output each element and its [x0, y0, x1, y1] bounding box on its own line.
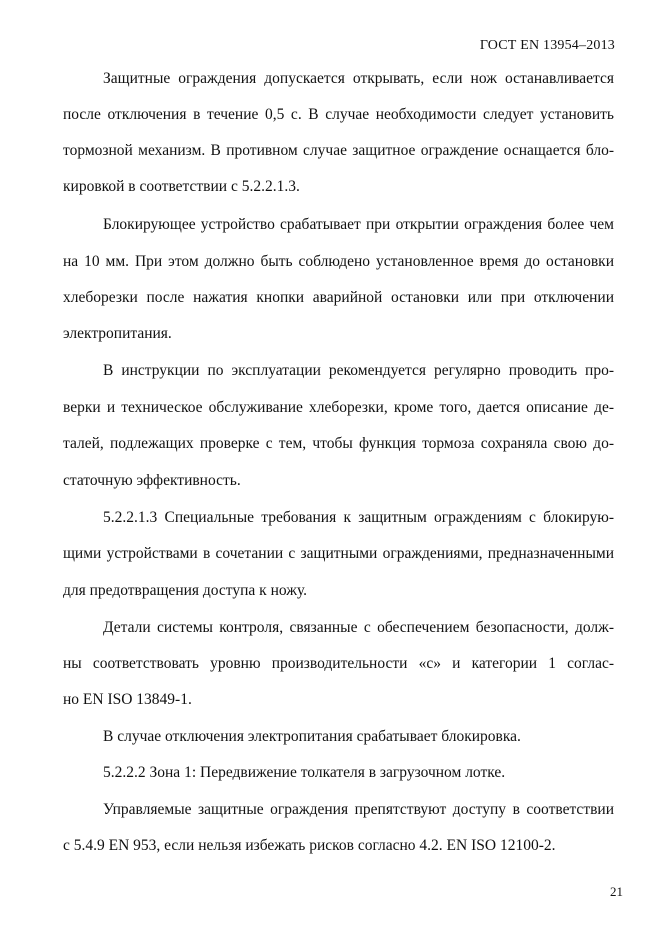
- text-line: кировкой в соответствии с 5.2.2.1.3.: [63, 178, 300, 195]
- text-line: В инструкции по эксплуатации рекомендуется регулярно проводить про-: [103, 362, 614, 379]
- text-line: электропитания.: [63, 325, 172, 342]
- text-line: тормозной механизм. В противном случае защитное ограждение оснащается бло-: [63, 142, 614, 159]
- text-line: статочную эффективность.: [63, 472, 241, 489]
- text-line: Управляемые защитные ограждения препятствуют доступу в соответствии: [103, 801, 614, 818]
- text-line: Детали системы контроля, связанные с обеспечением безопасности, долж-: [103, 619, 614, 636]
- text-line: хлеборезки после нажатия кнопки аварийной остановки или при отключении: [63, 289, 614, 306]
- text-line: щими устройствами в сочетании с защитными ограждениями, предназначенными: [63, 545, 614, 562]
- text-line: после отключения в течение 0,5 с. В случае необходимости следует установить: [63, 106, 614, 123]
- text-line: 5.2.2.2 Зона 1: Передвижение толкателя в загрузочном лотке.: [103, 764, 506, 781]
- text-line: талей, подлежащих проверке с тем, чтобы функция тормоза сохраняла свою до-: [63, 435, 614, 452]
- text-line: с 5.4.9 EN 953, если нельзя избежать рисков согласно 4.2. EN ISO 12100-2.: [63, 837, 556, 854]
- text-line: для предотвращения доступа к ножу.: [63, 582, 308, 599]
- text-line: Защитные ограждения допускается открывать, если нож останавливается: [103, 70, 614, 87]
- text-line: но EN ISO 13849-1.: [63, 691, 192, 708]
- text-line: на 10 мм. При этом должно быть соблюдено установленное время до остановки: [63, 253, 614, 270]
- text-line: 5.2.2.1.3 Специальные требования к защитным ограждениям с блокирую-: [103, 509, 614, 526]
- standard-header: ГОСТ EN 13954–2013: [479, 38, 615, 53]
- text-line: В случае отключения электропитания срабатывает блокировка.: [103, 728, 521, 745]
- page-number: 21: [610, 884, 623, 899]
- text-line: ны соответствовать уровню производительности «c» и категории 1 соглас-: [63, 655, 614, 672]
- text-line: верки и техническое обслуживание хлеборезки, кроме того, дается описание де-: [63, 399, 614, 416]
- text-line: Блокирующее устройство срабатывает при открытии ограждения более чем: [103, 216, 614, 233]
